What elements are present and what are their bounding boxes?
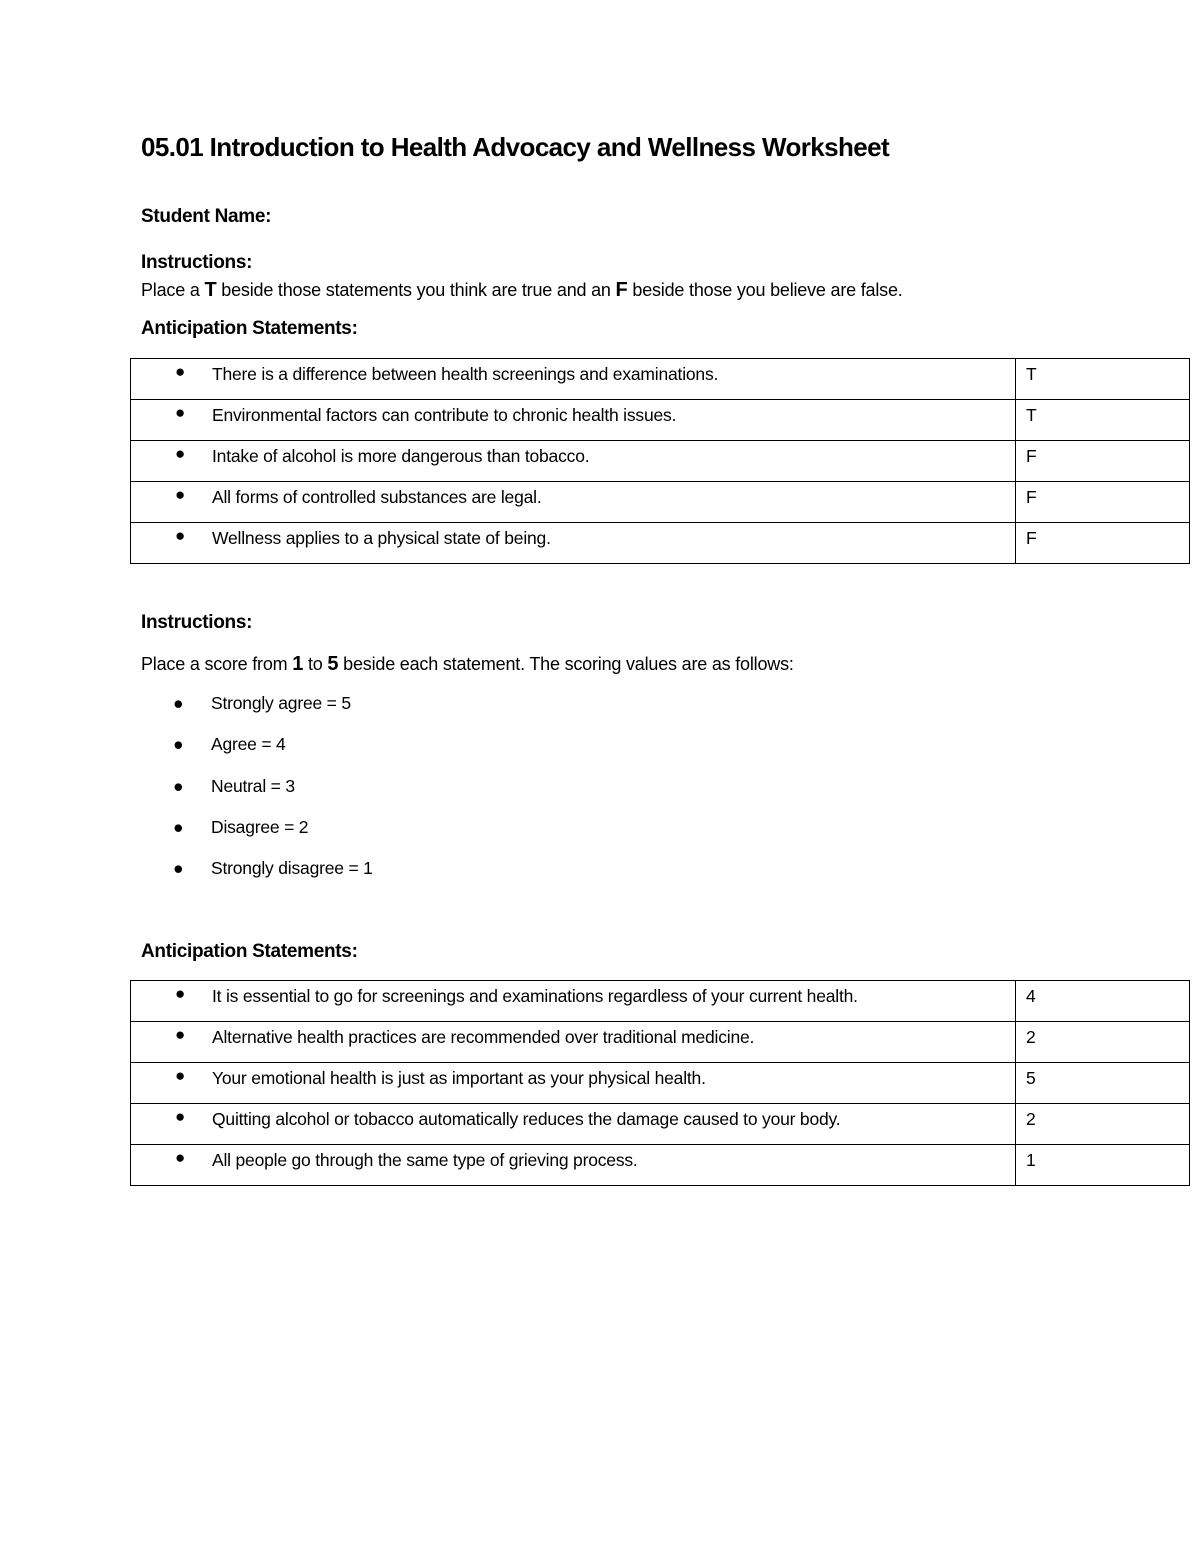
answer-cell[interactable]: 2 xyxy=(1016,1022,1190,1063)
bullet-icon: ● xyxy=(175,485,186,504)
true-false-table xyxy=(130,358,1190,564)
statements-label-1: Anticipation Statements: xyxy=(141,318,358,339)
instructions-text-1-part1: Place a xyxy=(141,280,205,300)
instructions-label-1: Instructions: xyxy=(141,252,253,273)
table-row xyxy=(131,441,1190,482)
statement-text: Quitting alcohol or tobacco automatically reduces the damage caused to your body. xyxy=(212,1109,841,1129)
statement-text: It is essential to go for screenings and examinations regardless of your current health. xyxy=(212,986,858,1006)
statement-cell xyxy=(131,523,1016,564)
bullet-icon: ● xyxy=(173,693,184,713)
table-row xyxy=(131,981,1190,1022)
scoring-scale-list xyxy=(141,693,373,899)
page-title: 05.01 Introduction to Health Advocacy and Wellness Worksheet xyxy=(141,132,890,162)
statement-text: Your emotional health is just as important as your physical health. xyxy=(212,1068,706,1088)
bullet-icon: ● xyxy=(175,984,186,1003)
table-row xyxy=(131,1063,1190,1104)
table-row xyxy=(131,359,1190,400)
instructions-text-2-part2: to xyxy=(303,654,328,674)
answer-cell[interactable]: 2 xyxy=(1016,1104,1190,1145)
statement-text: Environmental factors can contribute to chronic health issues. xyxy=(212,405,677,425)
list-item xyxy=(141,776,373,817)
list-item xyxy=(141,817,373,858)
table-row xyxy=(131,1145,1190,1186)
scale-item-text: Agree = 4 xyxy=(211,734,286,755)
list-item xyxy=(141,693,373,734)
instructions-text-1-part3: beside those you believe are false. xyxy=(627,280,903,300)
answer-cell[interactable]: 4 xyxy=(1016,981,1190,1022)
instructions-text-1-part2: beside those statements you think are true and an xyxy=(216,280,616,300)
instructions-text-2-bold-1: 1 xyxy=(292,653,304,675)
statements-label-2: Anticipation Statements: xyxy=(141,941,358,962)
bullet-icon: ● xyxy=(175,403,186,422)
bullet-icon: ● xyxy=(173,858,184,879)
bullet-icon: ● xyxy=(175,1148,186,1167)
statement-text: All forms of controlled substances are legal. xyxy=(212,487,542,507)
list-item xyxy=(141,858,373,899)
scale-item-text: Strongly disagree = 1 xyxy=(211,858,373,879)
instructions-text-2-bold-5: 5 xyxy=(327,653,339,675)
bullet-icon: ● xyxy=(175,526,186,545)
bullet-icon: ● xyxy=(173,816,184,837)
statement-text: Alternative health practices are recommended over traditional medicine. xyxy=(212,1027,755,1047)
student-name-label: Student Name: xyxy=(141,206,272,227)
statement-cell xyxy=(131,1145,1016,1186)
score-table xyxy=(130,980,1190,1186)
statement-cell xyxy=(131,1104,1016,1145)
instructions-text-1-bold-f: F xyxy=(615,279,628,301)
bullet-icon: ● xyxy=(175,1025,186,1044)
table-row xyxy=(131,482,1190,523)
table-row xyxy=(131,1104,1190,1145)
instructions-text-1-bold-t: T xyxy=(204,279,217,301)
bullet-icon: ● xyxy=(175,1066,186,1085)
statement-cell xyxy=(131,981,1016,1022)
instructions-text-1 xyxy=(141,279,903,302)
scale-item-text: Disagree = 2 xyxy=(211,816,309,837)
answer-cell[interactable]: F xyxy=(1016,523,1190,564)
answer-cell[interactable]: F xyxy=(1016,441,1190,482)
bullet-icon: ● xyxy=(175,362,186,381)
answer-cell[interactable]: 1 xyxy=(1016,1145,1190,1186)
statement-cell xyxy=(131,400,1016,441)
scale-item-text: Strongly agree = 5 xyxy=(211,693,351,713)
statement-cell xyxy=(131,359,1016,400)
statement-cell xyxy=(131,1063,1016,1104)
instructions-label-2: Instructions: xyxy=(141,612,253,633)
bullet-icon: ● xyxy=(175,1107,186,1126)
statement-cell xyxy=(131,1022,1016,1063)
instructions-text-2 xyxy=(141,653,794,676)
statement-cell xyxy=(131,482,1016,523)
instructions-text-2-part1: Place a score from xyxy=(141,654,293,674)
answer-cell[interactable]: F xyxy=(1016,482,1190,523)
table-row xyxy=(131,1022,1190,1063)
statement-text: All people go through the same type of grieving process. xyxy=(212,1150,638,1170)
bullet-icon: ● xyxy=(173,734,184,755)
statement-text: Wellness applies to a physical state of being. xyxy=(212,528,551,548)
table-row xyxy=(131,400,1190,441)
table-row xyxy=(131,523,1190,564)
statement-cell xyxy=(131,441,1016,482)
list-item xyxy=(141,734,373,775)
answer-cell[interactable]: 5 xyxy=(1016,1063,1190,1104)
answer-cell[interactable]: T xyxy=(1016,359,1190,400)
bullet-icon: ● xyxy=(175,444,186,463)
instructions-text-2-part3: beside each statement. The scoring values are as follows: xyxy=(338,654,794,674)
statement-text: Intake of alcohol is more dangerous than tobacco. xyxy=(212,446,590,466)
scale-item-text: Neutral = 3 xyxy=(211,775,295,796)
statement-text: There is a difference between health screenings and examinations. xyxy=(212,364,719,384)
answer-cell[interactable]: T xyxy=(1016,400,1190,441)
bullet-icon: ● xyxy=(173,775,184,796)
